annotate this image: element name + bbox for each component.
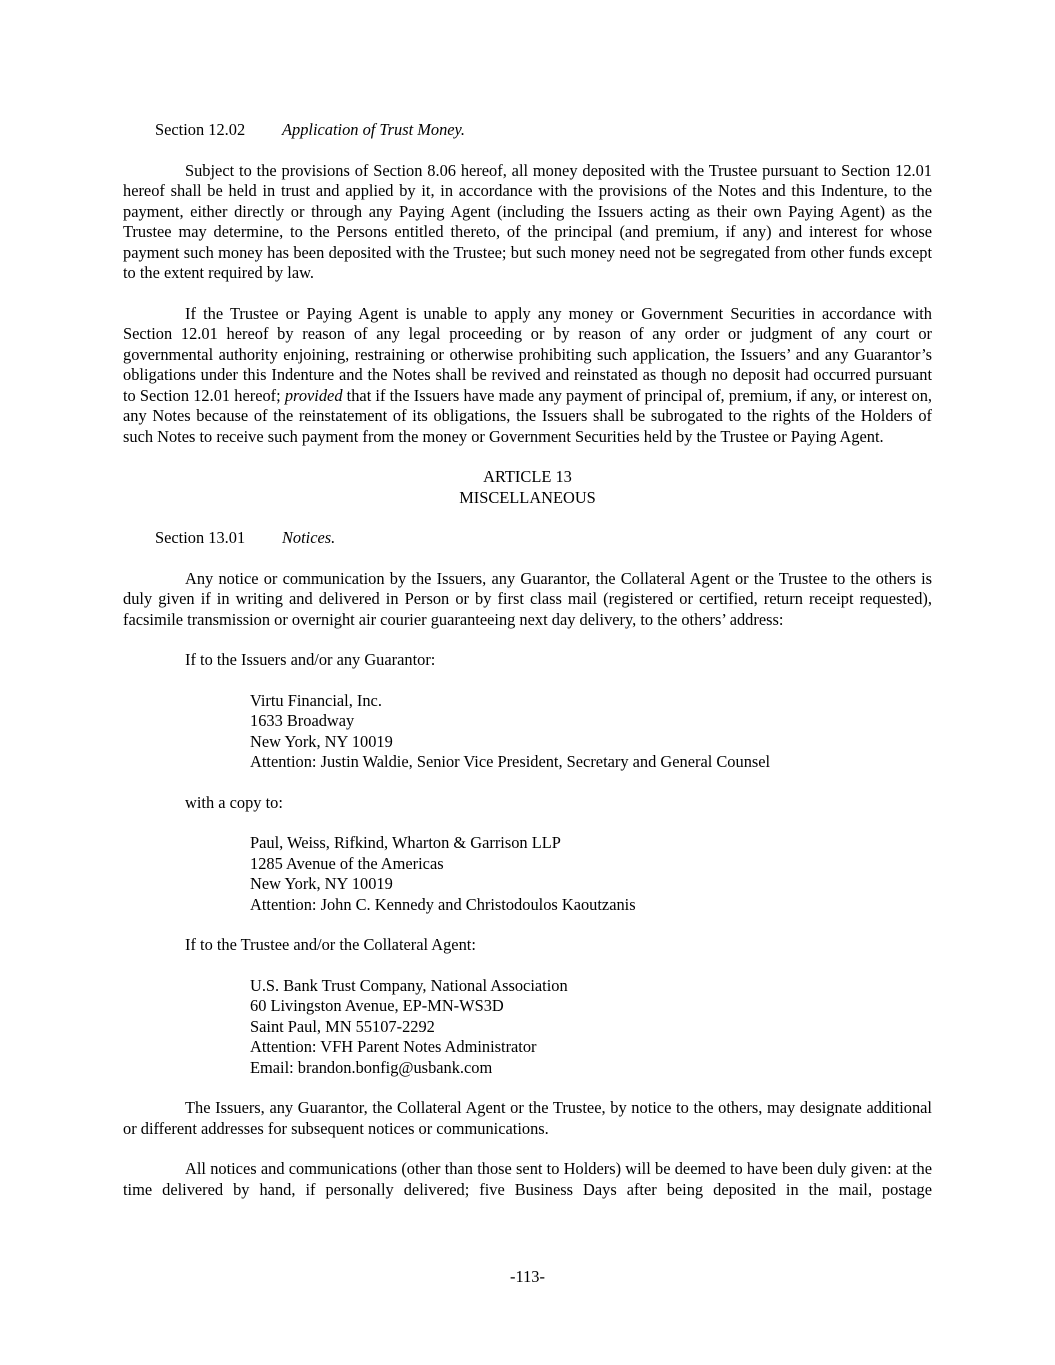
trustee-address-block <box>250 976 932 1079</box>
section-title-13-01: Notices. <box>282 528 336 547</box>
address-line: Virtu Financial, Inc. <box>250 690 382 710</box>
paragraph-2-text-after: that if the Issuers have made any payment of principal of, premium, if any, or interest on, any Notes because of the reinstatement of its obligations, the Issuers shall be subrogated to the rights of the Holders of such Notes to receive such payment from the money or Government Securities held by the Trustee or Paying Agent. <box>123 385 932 446</box>
article-13-title: MISCELLANEOUS <box>459 487 596 507</box>
address-line: 1633 Broadway <box>250 711 355 730</box>
address-line: 60 Livingston Avenue, EP-MN-WS3D <box>250 996 504 1015</box>
section-title-12-02: Application of Trust Money. <box>282 120 466 139</box>
address-line: Attention: John C. Kennedy and Christodoulos Kaoutzanis <box>250 894 636 914</box>
article-13-number: ARTICLE 13 <box>483 467 572 486</box>
section-heading-13-01 <box>155 528 932 549</box>
paragraph-trust-money-1: Subject to the provisions of Section 8.06 hereof, all money deposited with the Trustee pursuant to Section 12.01 hereof shall be held in trust and applied by it, in accordance with the provisions of the Notes and this Indenture, to the payment, either directly or through any Paying Agent (including the Issuers acting as their own Paying Agent) as the Trustee may determine, to the Persons entitled thereto, of the principal (and premium, if any) and interest for whose payment such money has been deposited with the Trustee; but such money need not be segregated from other funds except to the extent required by law. <box>123 160 932 282</box>
paragraph-designate-addresses: The Issuers, any Guarantor, the Collateral Agent or the Trustee, by notice to the others, may designate additional or different addresses for subsequent notices or communications. <box>123 1098 932 1138</box>
address-line: New York, NY 10019 <box>250 874 393 893</box>
copy-address-leadin: with a copy to: <box>185 792 283 812</box>
address-line-email: Email: brandon.bonfig@usbank.com <box>250 1057 493 1077</box>
section-number-12-02: Section 12.02 <box>155 120 246 139</box>
address-line: New York, NY 10019 <box>250 731 393 751</box>
address-line: Attention: VFH Parent Notes Administrator <box>250 1037 537 1056</box>
trustee-address-leadin: If to the Trustee and/or the Collateral Agent: <box>185 935 476 954</box>
paragraph-2-text-before: If the Trustee or Paying Agent is unable to apply any money or Government Securities in accordance with Section 12.01 hereof by reason of any legal proceeding or by reason of any order or judgment of any court or governmental authority enjoining, restraining or otherwise prohibiting such application, the Issuers’ and any Guarantor’s obligations under this Indenture and the Notes shall be revived and reinstated as though no deposit had occurred pursuant to Section 12.01 hereof; <box>123 303 932 405</box>
address-line: U.S. Bank Trust Company, National Association <box>250 975 568 995</box>
copy-address-block <box>250 833 932 915</box>
section-number-13-01: Section 13.01 <box>155 528 246 547</box>
page-number: -113- <box>510 1266 545 1286</box>
issuer-address-block <box>250 691 932 773</box>
article-13-heading <box>123 467 932 508</box>
address-line: Attention: Justin Waldie, Senior Vice President, Secretary and General Counsel <box>250 752 771 771</box>
document-body <box>123 120 932 1220</box>
paragraph-deemed-given: All notices and communications (other than those sent to Holders) will be deemed to have been duly given: at the time delivered by hand, if personally delivered; five Business Days after being deposited in the mail, postage <box>123 1159 932 1199</box>
paragraph-2-provided-italic: provided <box>284 385 343 405</box>
address-line: 1285 Avenue of the Americas <box>250 853 444 873</box>
issuer-address-leadin: If to the Issuers and/or any Guarantor: <box>185 650 436 669</box>
address-line: Paul, Weiss, Rifkind, Wharton & Garrison LLP <box>250 833 561 852</box>
paragraph-trust-money-2 <box>123 304 932 448</box>
paragraph-notices-intro: Any notice or communication by the Issuers, any Guarantor, the Collateral Agent or the Trustee to the others is duly given if in writing and delivered in Person or by first class mail (registered or certified, return receipt requested), facsimile transmission or overnight air courier guaranteeing next day delivery, to the others’ address: <box>123 568 932 629</box>
address-line: Saint Paul, MN 55107-2292 <box>250 1016 435 1036</box>
section-heading-12-02 <box>155 120 932 141</box>
